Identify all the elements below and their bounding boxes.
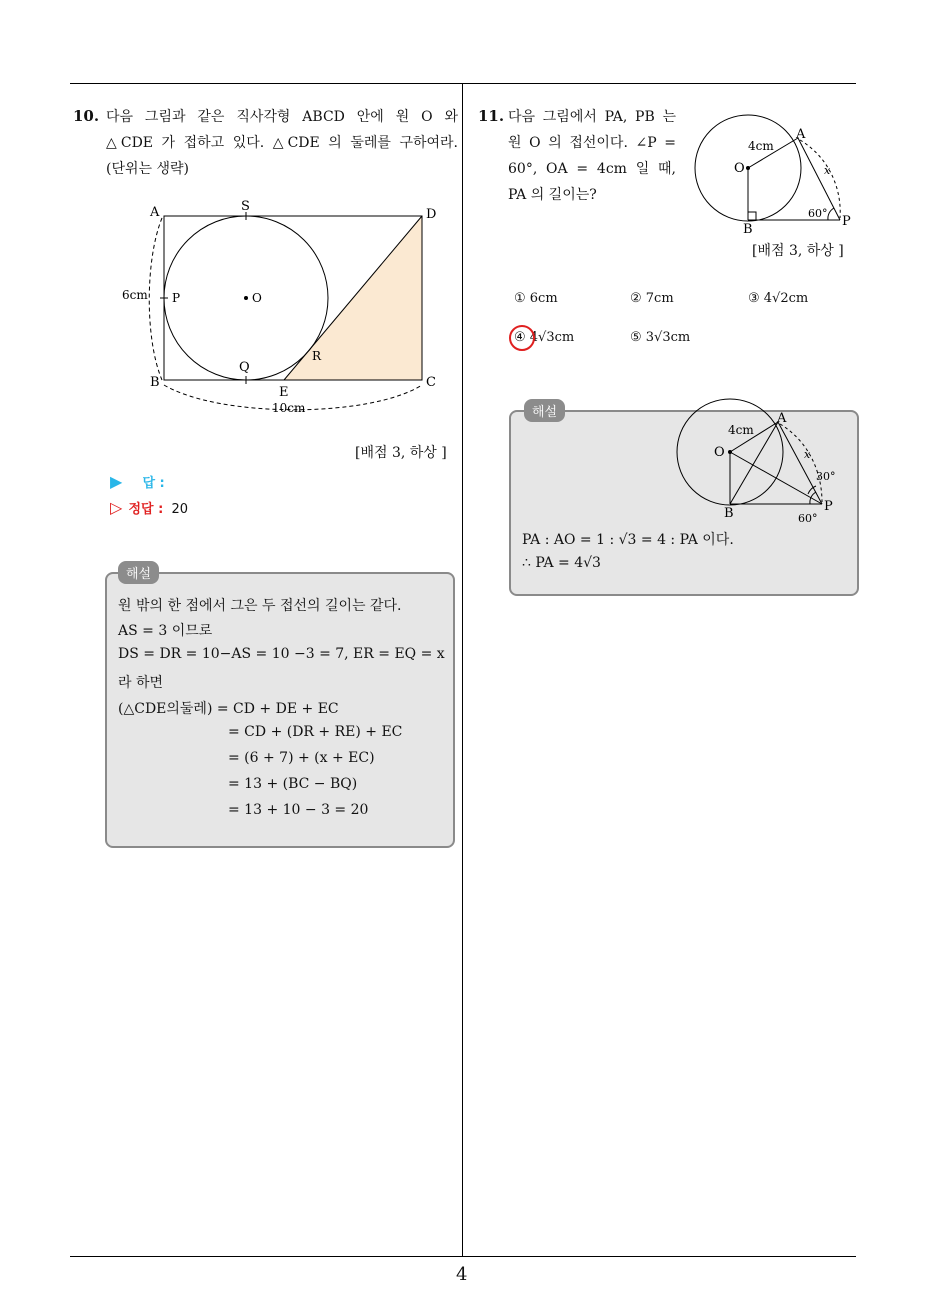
explanation-line: 원 밖의 한 점에서 그은 두 접선의 길이는 같다. (118, 598, 402, 614)
score-meta: [배점 3, 하상 ] (355, 445, 447, 461)
label-x: x (824, 164, 831, 177)
label-o: O (252, 291, 262, 305)
label-o: O (734, 161, 745, 176)
option-3[interactable]: ③ 4√2cm (748, 291, 809, 306)
label-r: 4cm (748, 139, 774, 153)
option-1[interactable]: ① 6cm (514, 291, 558, 306)
label-b: B (743, 222, 753, 235)
label-b: B (724, 506, 734, 521)
explanation-tag: 해설 (524, 399, 565, 422)
label-q: Q (239, 360, 250, 375)
question-number: 11. (478, 107, 505, 125)
question-text (106, 104, 458, 182)
score-meta: [배점 3, 하상 ] (752, 243, 844, 259)
label-x: x (804, 448, 811, 461)
correct-arrow-icon: ▷ (110, 498, 123, 517)
answer-row (110, 472, 165, 491)
label-p: P (172, 291, 181, 305)
explanation-line: 라 하면 (118, 675, 164, 691)
label-o: O (714, 445, 725, 460)
explanation-line: = CD + (DR + RE) + EC (228, 724, 403, 740)
bottom-rule (70, 1256, 856, 1257)
explanation-line: = 13 + 10 − 3 = 20 (228, 802, 369, 818)
label-c: C (426, 375, 436, 390)
label-b: B (150, 375, 160, 390)
explanation-line: = 13 + (BC − BQ) (228, 776, 358, 792)
label-p: P (824, 499, 833, 514)
label-a: A (150, 205, 160, 220)
explanation-figure (670, 396, 850, 526)
question-line: 다음 그림에서 PA, PB 는 (508, 109, 676, 125)
question-line: PA 의 길이는? (508, 187, 597, 203)
question-line: 원 O 의 접선이다. ∠P = (508, 135, 676, 151)
question-line: 다음 그림과 같은 직사각형 ABCD 안에 원 O 와 (106, 109, 458, 125)
top-rule (70, 83, 856, 84)
explanation-line: (△CDE의둘레) = CD + DE + EC (118, 701, 339, 717)
label-a: A (796, 127, 806, 142)
label-r: R (312, 349, 322, 363)
rectangle-circle-figure (110, 190, 450, 422)
explanation-line: AS = 3 이므로 (118, 623, 213, 639)
answer-label: 답 : (142, 476, 165, 491)
label-angle: 60° (808, 207, 828, 220)
question-line: (단위는 생략) (106, 161, 189, 177)
label-p: P (842, 214, 851, 229)
label-bottom-length: 10cm (272, 401, 306, 415)
explanation-line: PA : AO = 1 : √3 = 4 : PA 이다. (522, 532, 734, 548)
label-s: S (241, 199, 250, 214)
question-line: 60°, OA = 4cm 일 때, (508, 161, 676, 177)
explanation-line: = (6 + 7) + (x + EC) (228, 750, 375, 766)
question-number: 10. (73, 107, 100, 125)
label-d: D (426, 207, 437, 222)
tangent-figure (690, 110, 860, 235)
label-e: E (279, 385, 289, 400)
center-point (244, 296, 248, 300)
explanation-tag: 해설 (118, 561, 159, 584)
left-dim-arc (149, 218, 162, 380)
question-line: △CDE 가 접하고 있다. △CDE 의 둘레를 구하여라. (106, 135, 458, 151)
label-30: 30° (816, 470, 836, 483)
answer-arrow-icon: ▶ (110, 472, 123, 491)
option-4[interactable]: ④ 4√3cm (514, 330, 575, 345)
option-5[interactable]: ⑤ 3√3cm (630, 330, 691, 345)
page-number: 4 (456, 1264, 468, 1285)
explanation-line: ∴ PA = 4√3 (522, 555, 601, 571)
label-a: A (777, 411, 787, 426)
label-r: 4cm (728, 423, 754, 437)
correct-row (110, 498, 188, 517)
label-60: 60° (798, 512, 818, 525)
correct-value: 20 (171, 502, 188, 517)
correct-label: 정답 : (128, 502, 164, 517)
column-divider (462, 83, 463, 1256)
selected-option-ring (509, 325, 535, 351)
explanation-line: DS = DR = 10−AS = 10 −3 = 7, ER = EQ = x (118, 646, 445, 662)
question-text (508, 104, 676, 208)
option-2[interactable]: ② 7cm (630, 291, 674, 306)
label-left-length: 6cm (122, 288, 148, 302)
